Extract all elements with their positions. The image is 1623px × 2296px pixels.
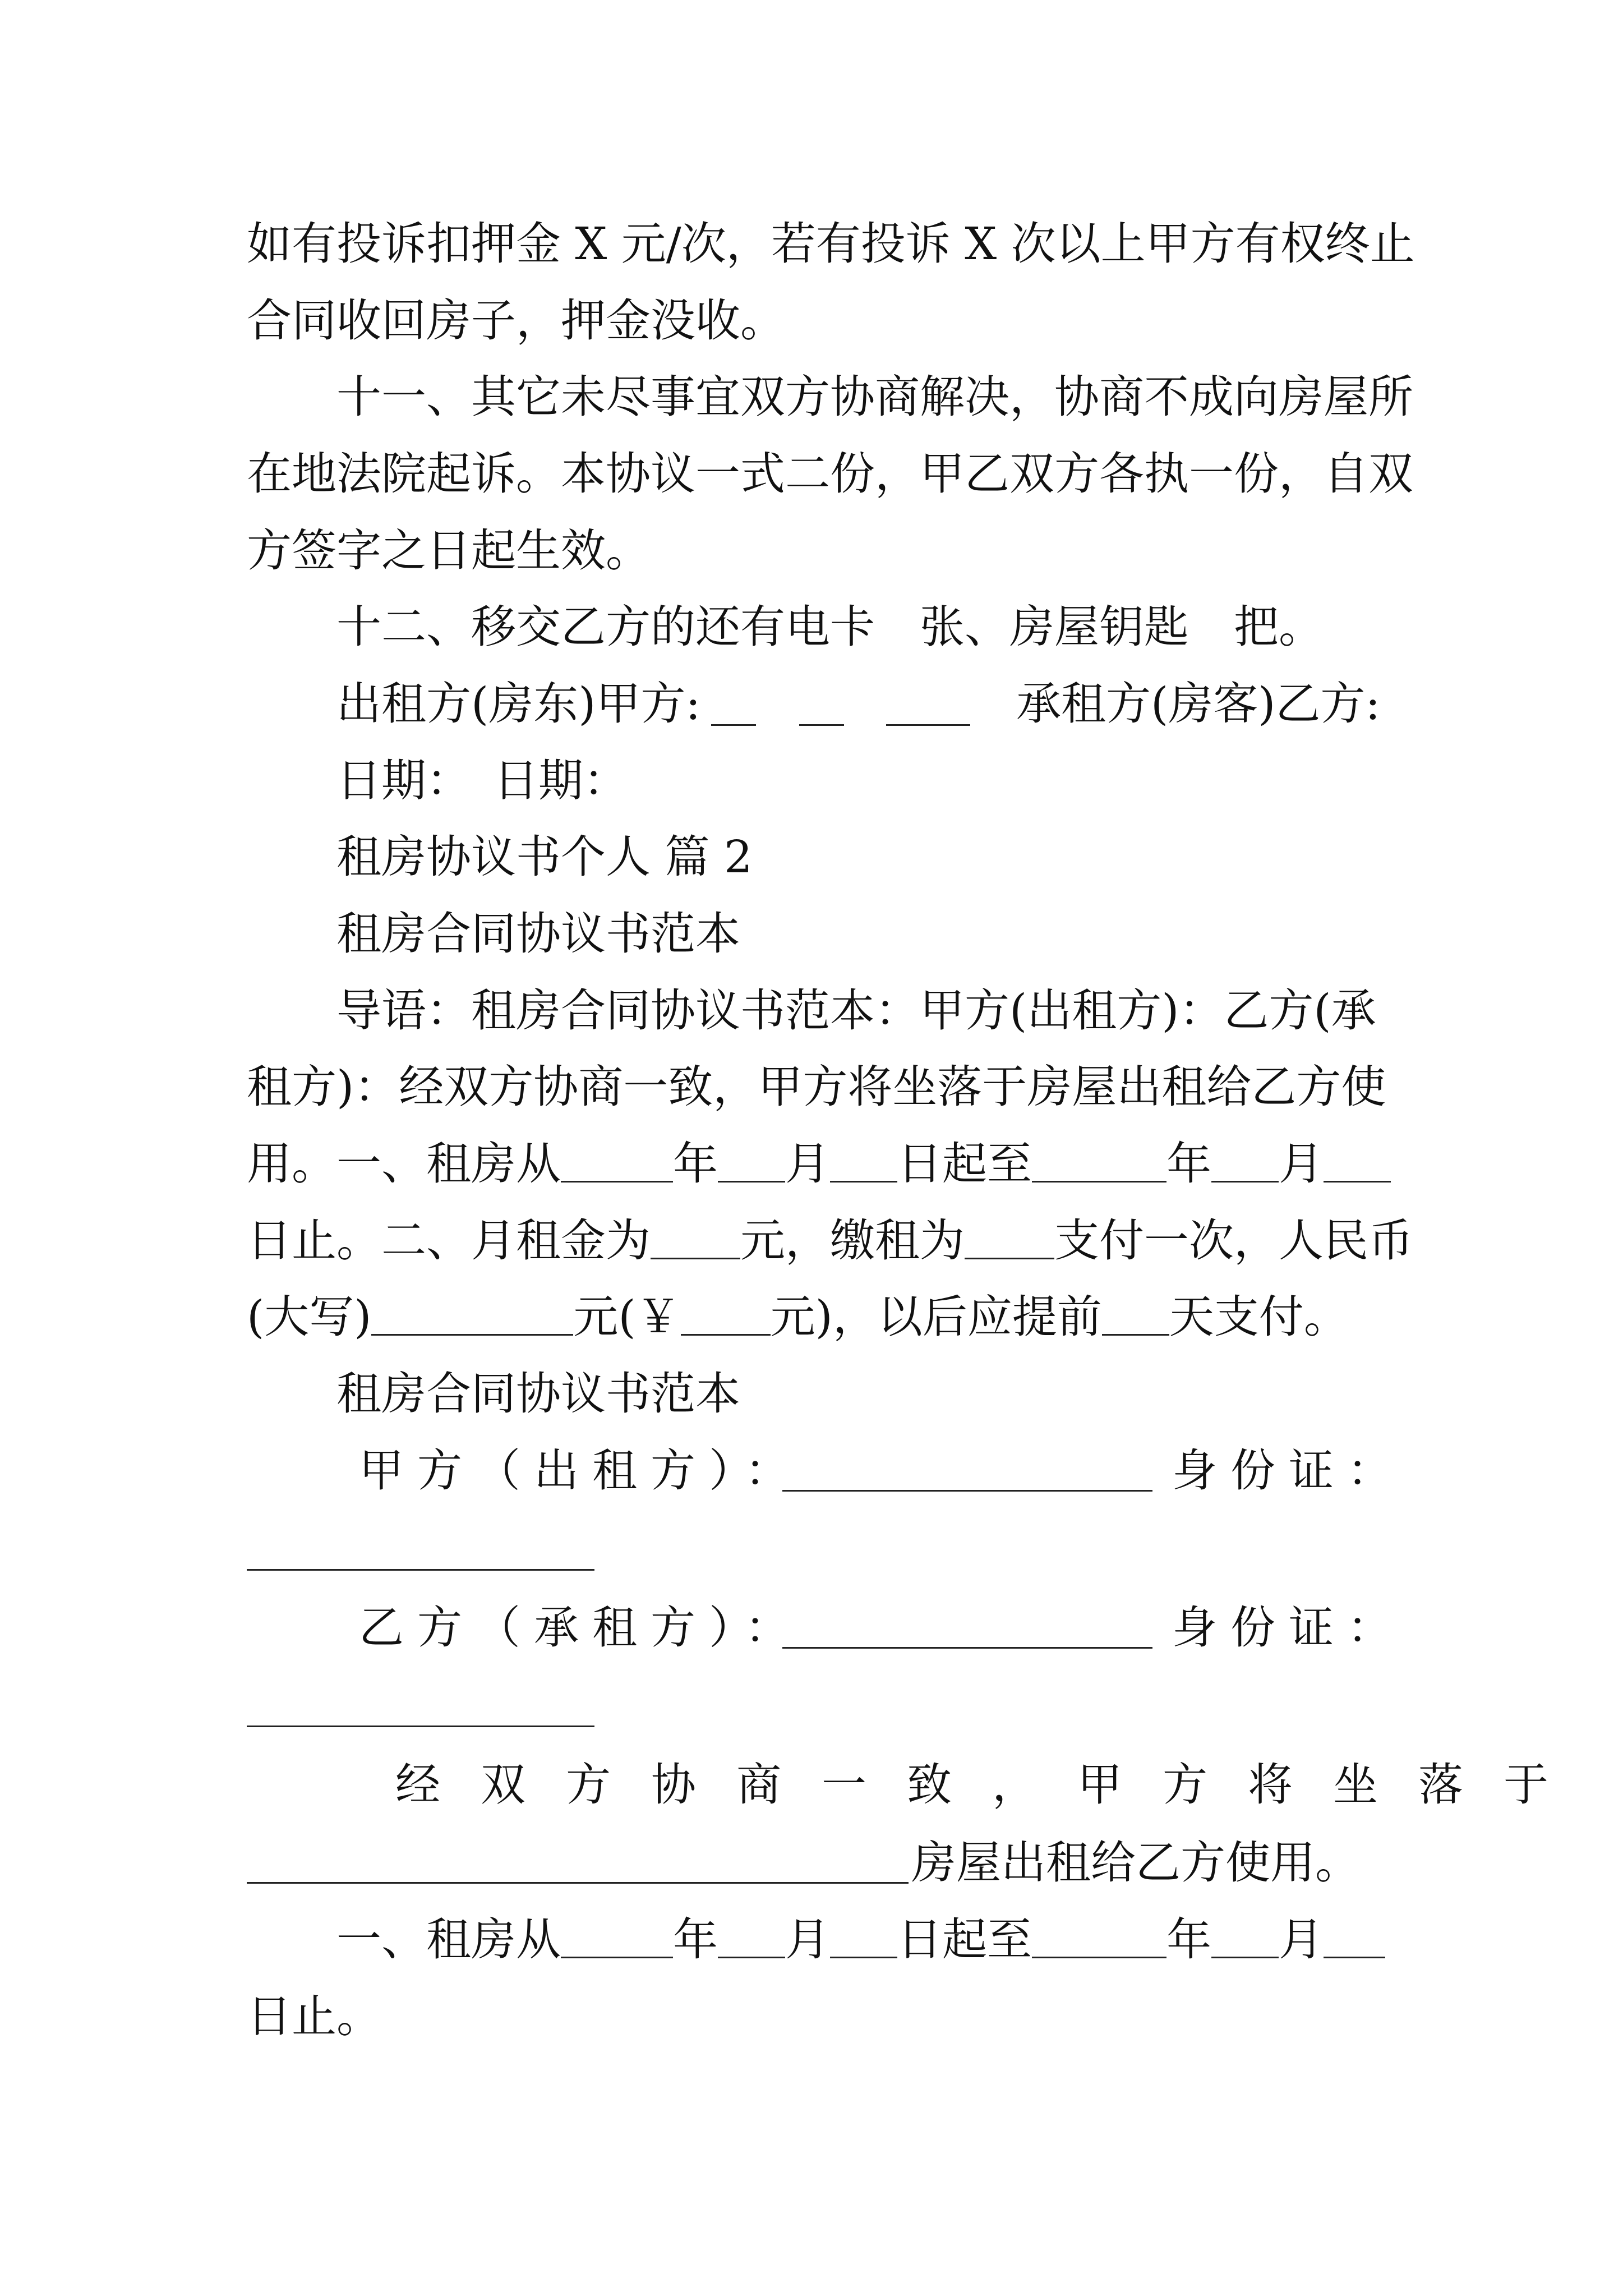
tenant-signature-label: 承租方(房客)乙方: [1016, 678, 1381, 730]
date-labels: 日期： 日期： [336, 754, 628, 807]
intro-line-4: 日止。二、月租金为 元，缴租为 支付一次，人民币 [247, 1214, 1413, 1267]
party-a-name-blank [782, 1490, 1152, 1492]
clause-11-line-2: 在地法院起诉。本协议一式二份，甲乙双方各执一份，自双 [247, 448, 1413, 500]
document-title-2: 租房合同协议书范本 [336, 1368, 740, 1420]
party-a-label: 甲方（出租方）： [359, 1444, 803, 1497]
agreement-line-2: 房屋出租给乙方使用。 [911, 1837, 1360, 1889]
property-address-blank [247, 1882, 909, 1884]
blank-line [711, 724, 756, 726]
party-a-id-label: 身份证： [1172, 1444, 1405, 1497]
lease-term-line: 一、租房从 年 月 日起至 年 月 [336, 1917, 1385, 1962]
intro-line-5: (大写) 元(￥ 元)，以后应提前 天支付。 [247, 1291, 1349, 1343]
document-title: 租房合同协议书范本 [336, 908, 740, 960]
intro-line-2: 租方)：经双方协商一致，甲方将坐落于房屋出租给乙方使 [247, 1061, 1386, 1113]
text-line-1: 如有投诉扣押金 X 元/次，若有投诉 X 次以上甲方有权终止 [247, 218, 1415, 270]
agreement-line-1: 经双方协商一致，甲方将坐落于 [395, 1759, 1589, 1811]
lease-term-end: 日止。 [247, 1990, 381, 2042]
clause-11-line-3: 方签字之日起生效。 [247, 524, 651, 577]
clause-11-line-1: 十一、其它未尽事宜双方协商解决，协商不成向房屋所 [336, 371, 1413, 423]
party-b-name-blank [782, 1647, 1152, 1649]
landlord-signature-label: 出租方(房东)甲方: [336, 678, 701, 730]
intro-line-1: 导语：租房合同协议书范本：甲方(出租方)：乙方(承 [336, 984, 1376, 1037]
blank-line [799, 724, 844, 726]
party-b-label: 乙方（承租方）： [359, 1602, 803, 1654]
party-b-id-label: 身份证： [1172, 1602, 1405, 1654]
blank-line [886, 724, 970, 726]
text-line-2: 合同收回房子，押金没收。 [247, 295, 785, 347]
clause-12: 十二、移交乙方的还有电卡 张、房屋钥匙 把。 [336, 601, 1324, 653]
intro-line-3: 用。一、租房从 年 月 日起至 年 月 [247, 1142, 1391, 1186]
party-b-id-blank [247, 1726, 594, 1727]
section-heading: 租房协议书个人 篇 2 [336, 831, 753, 883]
party-a-id-blank [247, 1569, 594, 1571]
